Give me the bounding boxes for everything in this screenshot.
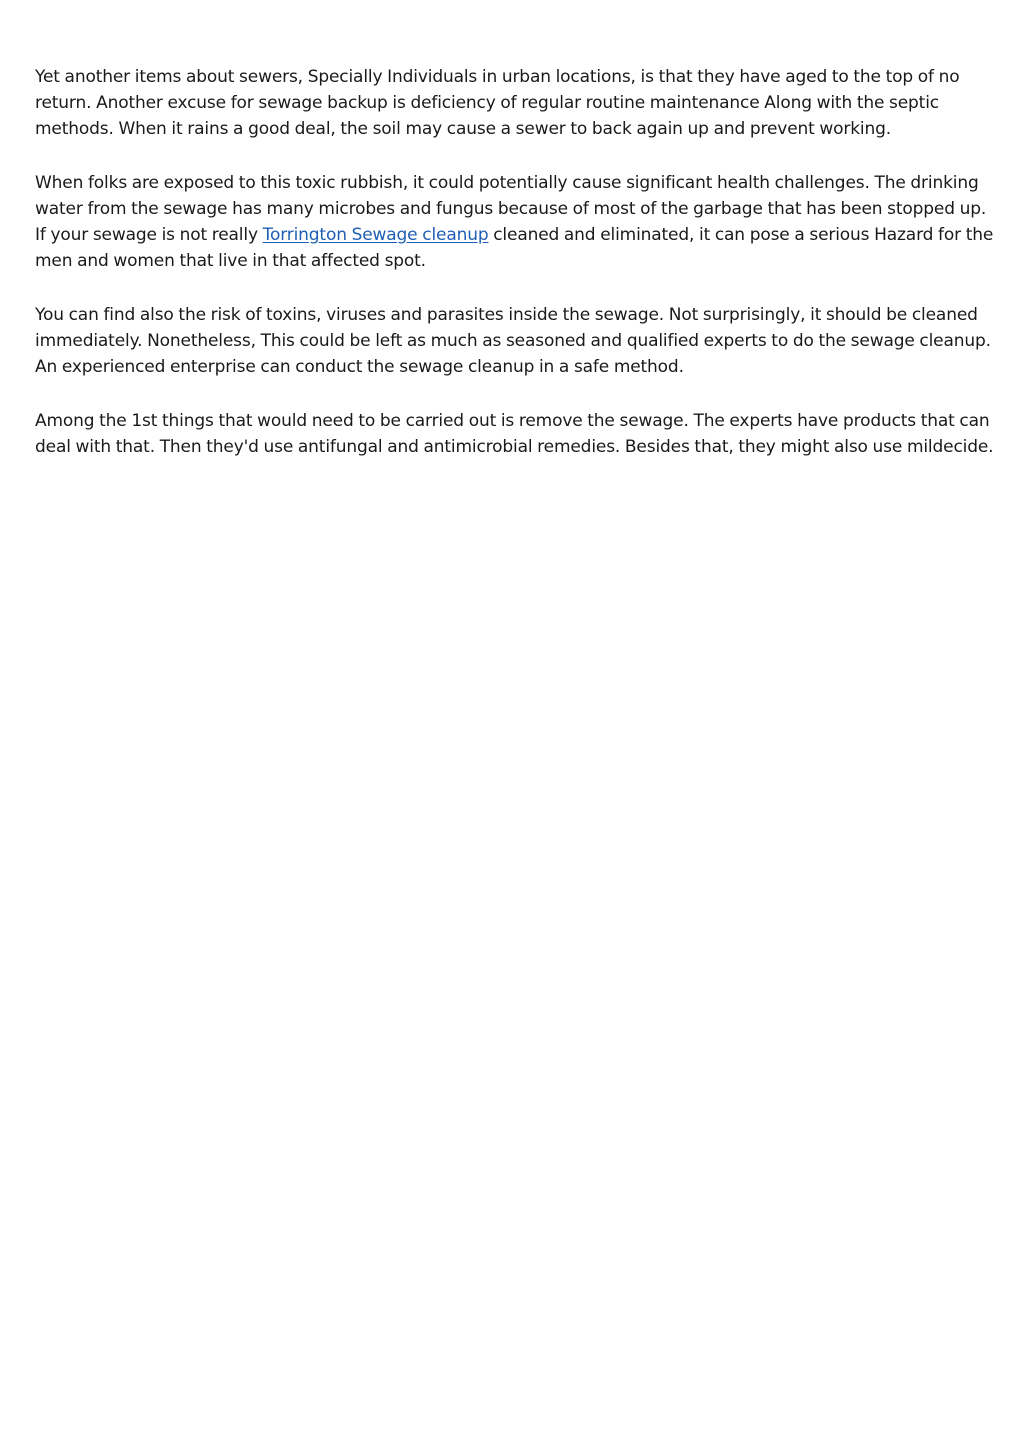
- torrington-sewage-cleanup-link[interactable]: Torrington Sewage cleanup: [262, 225, 489, 245]
- paragraph-2: [35, 170, 995, 274]
- paragraph-4: Among the 1st things that would need to be carried out is remove the sewage. The experts have products that can deal with that. Then they'd use antifungal and antimicrobial remedies. Besides that, they might also use mildecide.: [35, 411, 994, 457]
- document-body: [35, 64, 995, 488]
- paragraph-3: You can find also the risk of toxins, viruses and parasites inside the sewage. Not surprisingly, it should be cleaned immediately. Nonetheless, This could be left as much as seasoned and qualified experts to do the sewage cleanup. An experienced enterprise can conduct the sewage cleanup in a safe method.: [35, 305, 991, 377]
- paragraph-2-text-before: When folks are exposed to this toxic rubbish, it could potentially cause significant health challenges. The drinking water from the sewage has many microbes and fungus because of most of the garbage that has been stopped up. If your sewage is not really: [35, 173, 987, 245]
- paragraph-2-text-after: cleaned and eliminated, it can pose a serious Hazard for the men and women that live in that affected spot.: [35, 225, 994, 271]
- paragraph-1: Yet another items about sewers, Specially Individuals in urban locations, is that they have aged to the top of no return. Another excuse for sewage backup is deficiency of regular routine maintenance Along with the septic methods. When it rains a good deal, the soil may cause a sewer to back again up and prevent working.: [35, 67, 960, 139]
